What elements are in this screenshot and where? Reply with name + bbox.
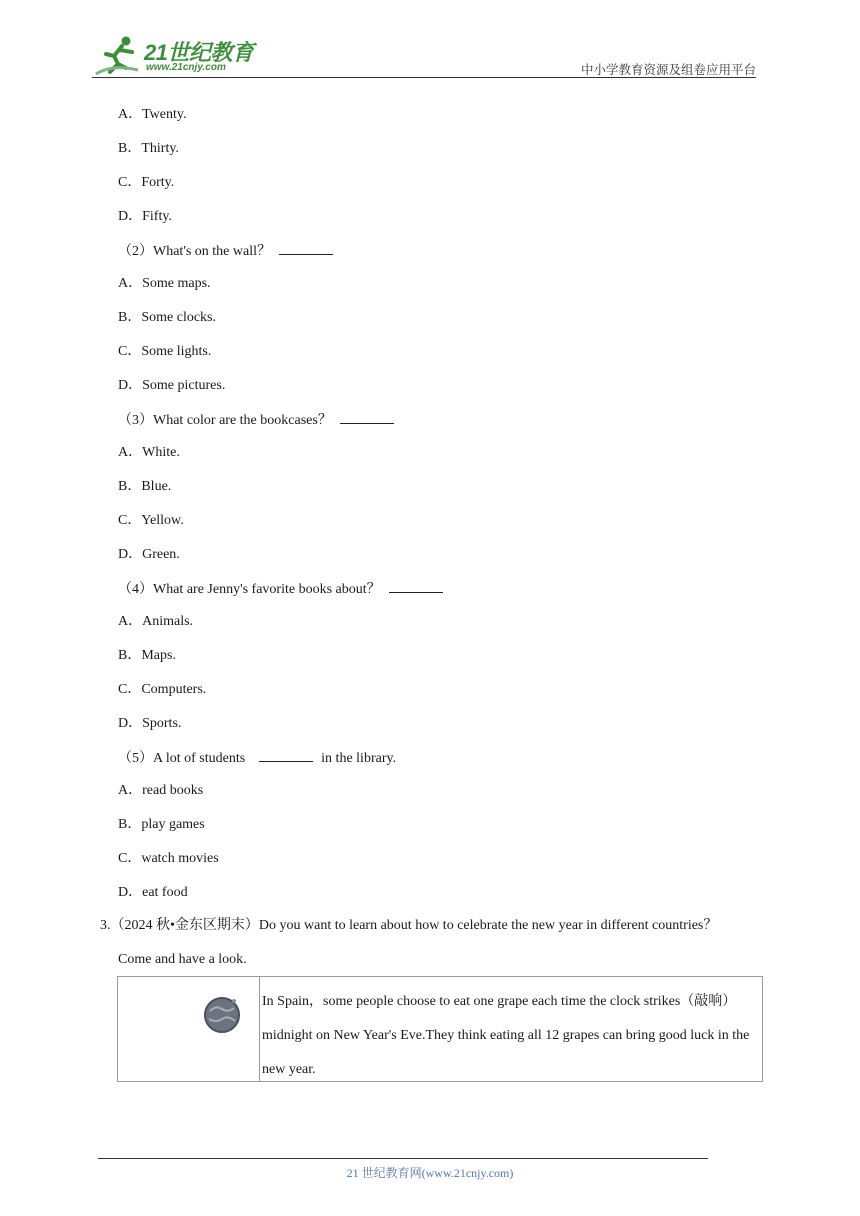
answer-blank[interactable] (389, 578, 443, 593)
option-item: A．Animals. (118, 614, 194, 629)
option-item: A．Some maps. (118, 276, 211, 291)
question-prompt: （4）What are Jenny's favorite books about？ (118, 582, 381, 597)
globe-icon (200, 993, 244, 1037)
option-item: C．Forty. (118, 175, 175, 190)
option-item: A．read books (118, 783, 204, 798)
option-item: D．Sports. (118, 716, 182, 731)
answer-blank[interactable] (340, 409, 394, 424)
question-prompt: （5）A lot of students (118, 751, 246, 766)
option-item: B．Blue. (118, 479, 172, 494)
option-item: B．play games (118, 817, 205, 832)
section-3-intro-cont: Come and have a look. (118, 952, 247, 967)
option-item: B．Some clocks. (118, 310, 216, 325)
question-prompt: （3）What color are the bookcases？ (118, 413, 332, 428)
option-item: C．Computers. (118, 682, 207, 697)
globe-picture (200, 993, 244, 1037)
option-item: D．Fifty. (118, 209, 172, 224)
header-divider (92, 77, 756, 78)
option-item: B．Thirty. (118, 141, 179, 156)
page-footer[interactable]: 21 世纪教育网(www.21cnjy.com) (346, 1166, 514, 1180)
option-item: A．White. (118, 445, 180, 460)
option-item: D．Green. (118, 547, 180, 562)
option-item: D．eat food (118, 885, 188, 900)
answer-blank[interactable] (259, 747, 313, 762)
answer-blank[interactable] (279, 240, 333, 255)
question-4 (118, 578, 443, 600)
logo-url: www.21cnjy.com (146, 62, 226, 73)
footer-divider (98, 1158, 708, 1159)
header-platform-text: 中小学教育资源及组卷应用平台 (580, 62, 756, 77)
logo-text: 21世纪教育 (144, 40, 254, 65)
option-item: D．Some pictures. (118, 378, 226, 393)
page-header (92, 30, 756, 78)
runner-logo-icon (92, 34, 142, 76)
table-passage: In Spain，some people choose to eat one grape each time the clock strikes（敲响） midnight on New Year's Eve.They think eating all 12 grapes can bring good luck in the new year. (262, 994, 750, 1077)
reading-table (117, 976, 763, 1082)
question-prompt-end: in the library. (321, 751, 397, 766)
section-3-intro: 3.（2024 秋•金东区期末）Do you want to learn about how to celebrate the new year in different countries？ (100, 918, 718, 933)
option-item: C．watch movies (118, 851, 219, 866)
question-prompt: （2）What's on the wall？ (118, 244, 271, 259)
question-5 (118, 747, 396, 769)
site-logo (92, 34, 262, 76)
option-item: C．Yellow. (118, 513, 184, 528)
table-column-divider (259, 977, 260, 1081)
option-item: B．Maps. (118, 648, 176, 663)
question-3 (118, 409, 394, 431)
option-item: C．Some lights. (118, 344, 212, 359)
option-item: A．Twenty. (118, 107, 187, 122)
question-2 (118, 240, 333, 262)
